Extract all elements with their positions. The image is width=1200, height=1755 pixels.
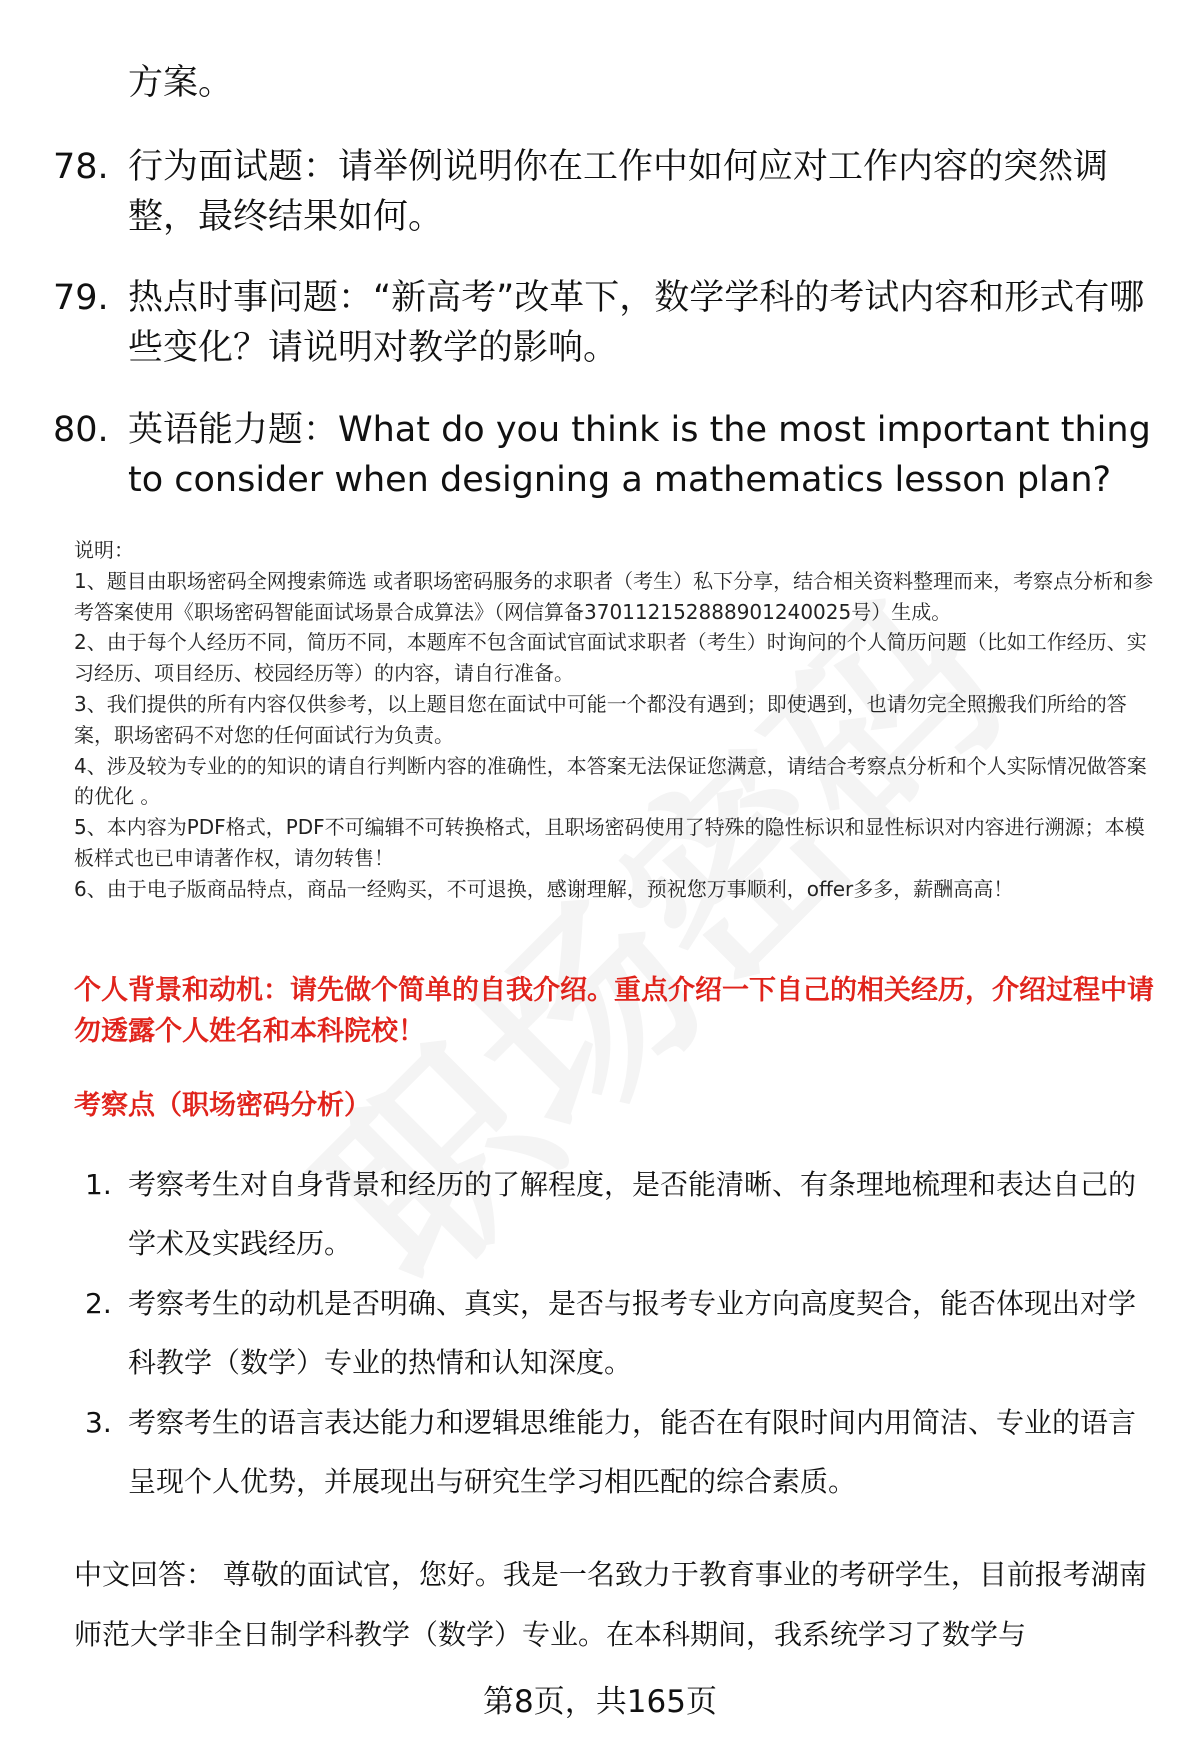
question-text: 方案。: [128, 63, 234, 103]
analysis-text: 考察考生的语言表达能力和逻辑思维能力，能否在有限时间内用简洁、专业的语言呈现个人优势，并展现出与研究生学习相匹配的综合素质。: [128, 1406, 1137, 1498]
note-item: 6、由于电子版商品特点，商品一经购买，不可退换，感谢理解，预祝您万事顺利，offer多多，薪酬高高！: [74, 876, 1014, 901]
question-text: 英语能力题：What do you think is the most important thing to consider when designing a mathematics lesson plan?: [128, 410, 1151, 500]
note-item: 1、题目由职场密码全网搜索筛选 或者职场密码服务的求职者（考生）私下分享，结合相关资料整理而来，考察点分析和参考答案使用《职场密码智能面试场景合成算法》（网信算备370112152888901240025号）生成。: [74, 568, 1154, 624]
page-footer: 第8页，共165页: [483, 1684, 717, 1720]
note-item: 2、由于每个人经历不同，简历不同，本题库不包含面试官面试求职者（考生）时询问的个人简历问题（比如工作经历、实习经历、项目经历、校园经历等）的内容，请自行准备。: [74, 630, 1147, 686]
interview-question-heading: 个人背景和动机：请先做个简单的自我介绍。重点介绍一下自己的相关经历，介绍过程中请勿透露个人姓名和本科院校！: [74, 975, 1154, 1047]
notes-title: 说明：: [74, 538, 134, 562]
question-number: 78.: [53, 147, 109, 187]
analysis-number: 3.: [85, 1406, 112, 1439]
question-number: 79.: [53, 278, 109, 318]
chinese-answer: 中文回答： 尊敬的面试官，您好。我是一名致力于教育事业的考研学生，目前报考湖南师范大学非全日制学科教学（数学）专业。在本科期间，我系统学习了数学与: [74, 1558, 1147, 1651]
question-number: 80.: [53, 410, 109, 450]
analysis-number: 1.: [85, 1168, 112, 1201]
note-item: 5、本内容为PDF格式，PDF不可编辑不可转换格式，且职场密码使用了特殊的隐性标识和显性标识对内容进行溯源；本模板样式也已申请著作权，请勿转售！: [74, 815, 1145, 870]
note-item: 4、涉及较为专业的的知识的请自行判断内容的准确性，本答案无法保证您满意，请结合考察点分析和个人实际情况做答案的优化 。: [74, 753, 1147, 809]
analysis-number: 2.: [85, 1287, 112, 1320]
question-text: 行为面试题：请举例说明你在工作中如何应对工作内容的突然调整，最终结果如何。: [128, 147, 1109, 237]
question-text: 热点时事问题：“新高考”改革下，数学学科的考试内容和形式有哪些变化？请说明对教学的影响。: [128, 278, 1145, 368]
disclaimer-notes: [74, 535, 1164, 905]
analysis-text: 考察考生对自身背景和经历的了解程度，是否能清晰、有条理地梳理和表达自己的学术及实践经历。: [128, 1168, 1137, 1260]
analysis-heading: 考察点（职场密码分析）: [74, 1090, 371, 1121]
note-item: 3、我们提供的所有内容仅供参考，以上题目您在面试中可能一个都没有遇到；即使遇到，也请勿完全照搬我们所给的答案，职场密码不对您的任何面试行为负责。: [74, 691, 1127, 747]
analysis-text: 考察考生的动机是否明确、真实，是否与报考专业方向高度契合，能否体现出对学科教学（数学）专业的热情和认知深度。: [128, 1287, 1137, 1379]
